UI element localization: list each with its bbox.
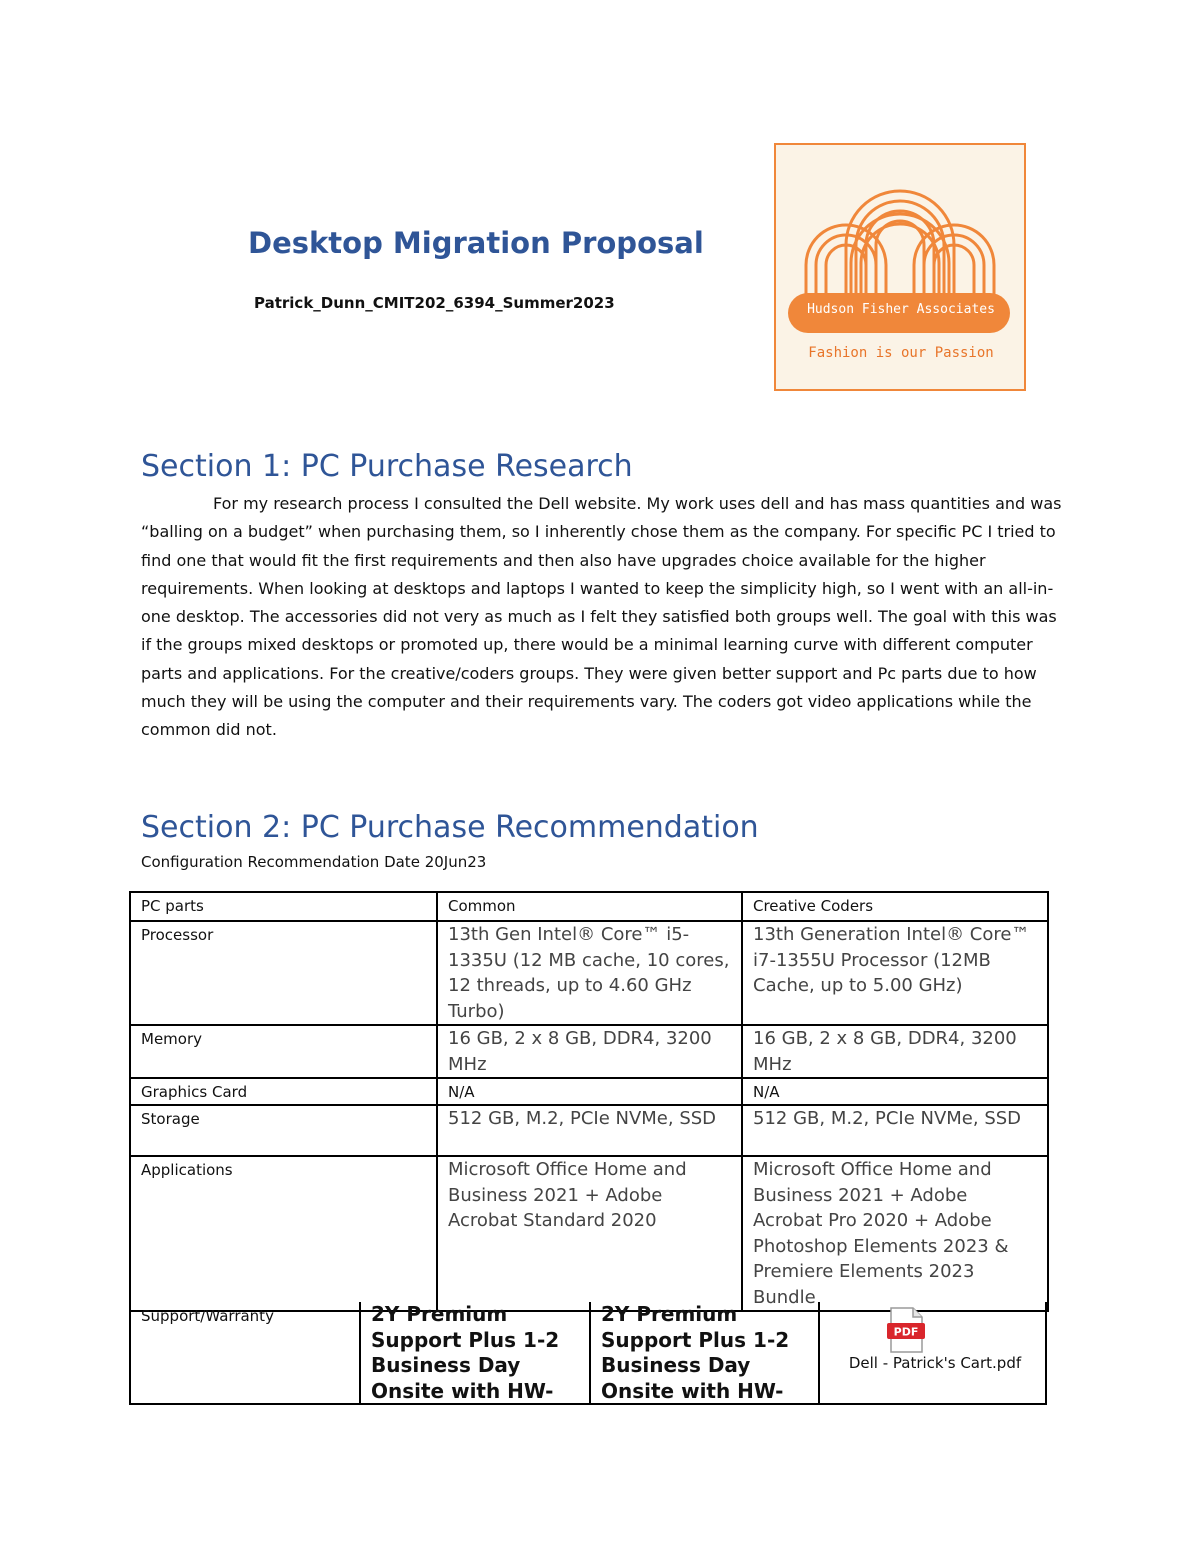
common-spec-cell: Microsoft Office Home and Business 2021 + Adobe Acrobat Standard 2020: [437, 1156, 742, 1311]
pdf-file-icon[interactable]: [887, 1307, 925, 1353]
table-header-cell: Creative Coders: [742, 892, 1048, 921]
section-2-heading: Section 2: PC Purchase Recommendation: [141, 810, 759, 845]
table-row: [130, 1105, 1048, 1156]
section-1-text: For my research process I consulted the Dell website. My work uses dell and has mass quantities and was “balling on a budget” when purchasing them, so I inherently chose them as the company. For specific PC I tried to find one that would fit the first requirements and then also have upgrades choice available for the higher requirements. When looking at desktops and laptops I wanted to keep the simplicity high, so I went with an all-in-one desktop. The accessories did not very as much as I felt they satisfied both groups well. The goal with this was if the groups mixed desktops or promoted up, there would be a minimal learning curve with different computer parts and applications. For the creative/coders groups. They were given better support and Pc parts due to how much they will be using the computer and their requirements vary. The coders got video applications while the common did not.: [141, 494, 1062, 740]
creative-spec-cell: N/A: [742, 1078, 1048, 1105]
creative-spec-cell: 512 GB, M.2, PCIe NVMe, SSD: [742, 1105, 1048, 1156]
table-header-cell: Common: [437, 892, 742, 921]
company-logo: [774, 143, 1026, 391]
part-name-cell: Storage: [130, 1105, 437, 1156]
table-row: [130, 1156, 1048, 1311]
common-warranty-text: 2Y Premium Support Plus 1-2 Business Day Onsite with HW-: [371, 1302, 560, 1402]
common-warranty-cell: [361, 1302, 591, 1403]
table-header-row: [130, 892, 1048, 921]
pdf-icon-label: PDF: [893, 1325, 919, 1339]
section-1-heading: Section 1: PC Purchase Research: [141, 449, 633, 484]
creative-spec-cell: Microsoft Office Home and Business 2021 + Adobe Acrobat Pro 2020 + Adobe Photoshop Elements 2023 & Premiere Elements 2023 Bundle: [742, 1156, 1048, 1311]
creative-spec-cell: 13th Generation Intel® Core™ i7-1355U Processor (12MB Cache, up to 5.00 GHz): [742, 921, 1048, 1025]
common-spec-cell: 13th Gen Intel® Core™ i5-1335U (12 MB cache, 10 cores, 12 threads, up to 4.60 GHz Turbo): [437, 921, 742, 1025]
logo-tagline: Fashion is our Passion: [808, 345, 994, 361]
logo-company-name: Hudson Fisher Associates: [807, 302, 995, 317]
part-name-cell: Processor: [130, 921, 437, 1025]
common-spec-cell: 512 GB, M.2, PCIe NVMe, SSD: [437, 1105, 742, 1156]
configuration-table: [129, 891, 1049, 1312]
part-name-cell: Memory: [130, 1025, 437, 1078]
part-name-cell: Graphics Card: [130, 1078, 437, 1105]
creative-warranty-cell: [591, 1302, 820, 1403]
common-spec-cell: N/A: [437, 1078, 742, 1105]
warranty-label: Support/Warranty: [131, 1302, 361, 1403]
attachment-cell[interactable]: [820, 1302, 1047, 1403]
attachment-filename[interactable]: Dell - Patrick's Cart.pdf: [848, 1354, 1022, 1372]
section-1-paragraph: [141, 490, 1063, 745]
configuration-date: Configuration Recommendation Date 20Jun23: [141, 853, 487, 871]
creative-warranty-text: 2Y Premium Support Plus 1-2 Business Day Onsite with HW-: [601, 1302, 790, 1402]
table-row: [130, 921, 1048, 1025]
common-spec-cell: 16 GB, 2 x 8 GB, DDR4, 3200 MHz: [437, 1025, 742, 1078]
document-subtitle: Patrick_Dunn_CMIT202_6394_Summer2023: [254, 294, 615, 312]
table-row: [130, 1078, 1048, 1105]
table-row: [130, 1025, 1048, 1078]
warranty-row: [129, 1302, 1047, 1405]
creative-spec-cell: 16 GB, 2 x 8 GB, DDR4, 3200 MHz: [742, 1025, 1048, 1078]
part-name-cell: Applications: [130, 1156, 437, 1311]
table-header-cell: PC parts: [130, 892, 437, 921]
document-title: Desktop Migration Proposal: [248, 226, 704, 260]
